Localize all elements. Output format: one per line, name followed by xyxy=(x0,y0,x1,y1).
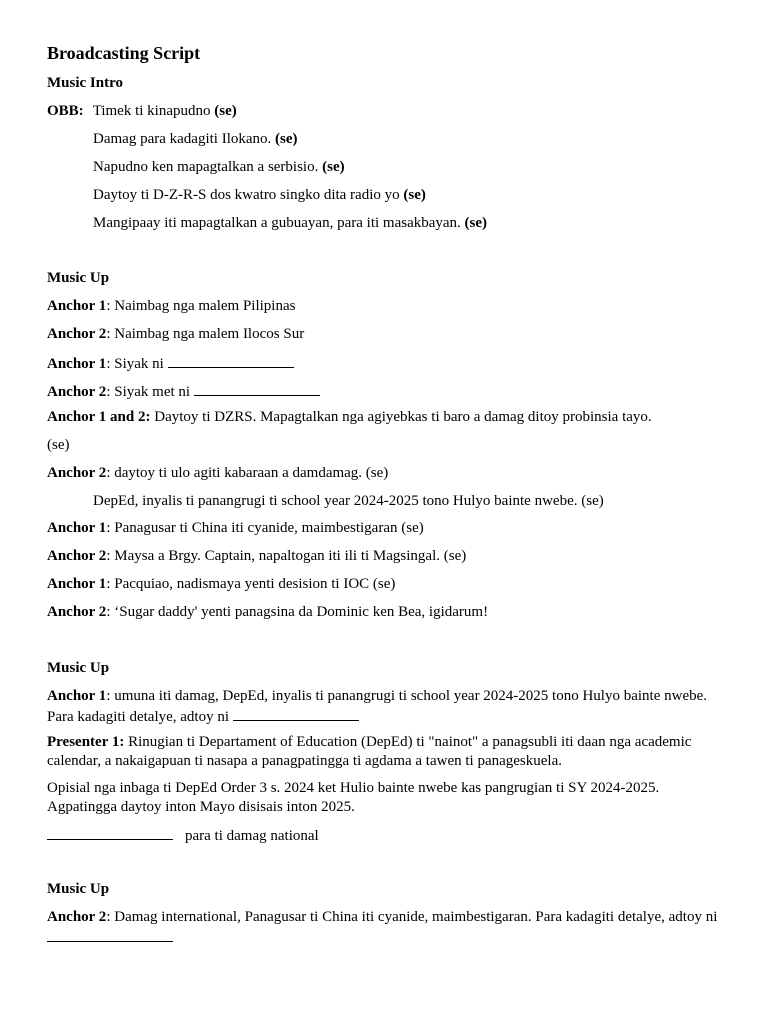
obb-line-4: Daytoy ti D-Z-R-S dos kwatro singko dita radio yo (se) xyxy=(93,187,426,203)
script-line: Anchor 1: Siyak ni xyxy=(47,353,728,374)
script-line: Anchor 1 and 2: Daytoy ti DZRS. Mapagtalkan nga agiyebkas ti baro a damag ditoy probinsia tayo. xyxy=(47,409,652,425)
obb-label: OBB: xyxy=(47,103,84,119)
obb-line-2: Damag para kadagiti Ilokano. (se) xyxy=(93,131,298,147)
music-up-cue-1: Music Up xyxy=(47,270,110,286)
script-paragraph: Presenter 1: Rinugian ti Departament of Education (DepEd) ti "nainot" a panagsubli iti daan nga academic calendar, a nakaigapuan ti nasapa a panagpatingga ti agdama a tawen ti panageskuela. xyxy=(47,734,692,769)
music-intro-cue: Music Intro xyxy=(47,75,123,91)
obb-line-5: Mangipaay iti mapagtalkan a gubuayan, para iti masakbayan. (se) xyxy=(93,215,488,231)
music-up-cue-2: Music Up xyxy=(47,660,110,676)
script-line: Anchor 1: Naimbag nga malem Pilipinas xyxy=(47,298,296,314)
script-line: Anchor 2: daytoy ti ulo agiti kabaraan a damdamag. (se) xyxy=(47,465,389,481)
sound-effect-cue: (se) xyxy=(47,437,70,453)
name-blank xyxy=(194,381,320,396)
name-blank xyxy=(47,927,173,942)
obb-line-3: Napudno ken mapagtalkan a serbisio. (se) xyxy=(93,159,345,175)
script-line: para ti damag national xyxy=(47,825,728,846)
headline: DepEd, inyalis ti panangrugi ti school year 2024-2025 tono Hulyo bainte nwebe. (se) xyxy=(93,493,604,509)
script-paragraph: Anchor 2: Damag international, Panagusar ti China iti cyanide, maimbestigaran. Para kadagiti detalye, adtoy ni xyxy=(47,908,728,948)
script-line: Anchor 2: Siyak met ni xyxy=(47,381,728,402)
news-paragraph: Opisial nga inbaga ti DepEd Order 3 s. 2024 ket Hulio bainte nwebe kas pangrugian ti SY 2024-2025. Agpatingga daytoy inton Mayo disisais inton 2025. xyxy=(47,780,660,815)
script-line: Anchor 2: ‘Sugar daddy' yenti panagsina da Dominic ken Bea, igidarum! xyxy=(47,604,489,620)
music-up-cue-3: Music Up xyxy=(47,881,110,897)
name-blank xyxy=(47,825,173,840)
script-line: Anchor 2: Naimbag nga malem Ilocos Sur xyxy=(47,326,305,342)
name-blank xyxy=(168,353,294,368)
page-title: Broadcasting Script xyxy=(47,43,201,63)
obb-line-1: OBB: Timek ti kinapudno (se) xyxy=(47,103,237,119)
script-line: Anchor 1: Pacquiao, nadismaya yenti desision ti IOC (se) xyxy=(47,576,396,592)
script-line: Anchor 2: Maysa a Brgy. Captain, napaltogan iti ili ti Magsingal. (se) xyxy=(47,548,467,564)
name-blank xyxy=(233,706,359,721)
script-paragraph: Anchor 1: umuna iti damag, DepEd, inyalis ti panangrugi ti school year 2024-2025 tono Hulyo bainte nwebe. Para kadagiti detalye, adtoy ni xyxy=(47,688,708,725)
script-line: Anchor 1: Panagusar ti China iti cyanide, maimbestigaran (se) xyxy=(47,520,424,536)
